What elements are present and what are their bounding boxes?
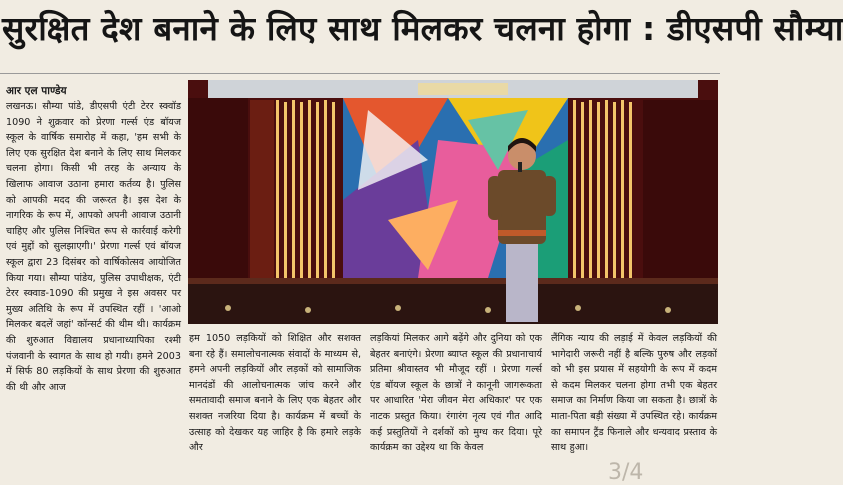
byline: आर एल पाण्डेय (6, 85, 67, 97)
stage-photo (188, 80, 718, 324)
paragraph: हम 1050 लड़कियों को शिक्षित और सशक्त बना रहे हैं। समालोचनात्मक संवादों के माध्यम से, हमने अपनी लड़कियों और लड़कों को सामाजिक मानदंडों की आलोचनात्मक जांच करने और समतावादी समाज बनाने के लिए एक बेहतर और सशक्त नजरिया दिया है। कार्यक्रम में बच्चों के उत्साह को देखकर यह जाहिर है कि हमारे लड़के और (189, 333, 361, 454)
paragraph: लैंगिक न्याय की लड़ाई में केवल लड़कियों की भागेदारी जरूरी नहीं है बल्कि पुरुष और लड़कों को भी इस प्रयास में सहयोगी के रूप में कदम से कदम मिलकर चलना होगा तभी एक बेहतर समाज का निर्माण किया जा सकता है। छात्रों के माता-पिता बड़ी संख्या में उपस्थित रहे। कार्यक्रम का समापन ट्रैंड फिनाले और धन्यवाद प्रस्ताव के साथ हुआ। (551, 333, 717, 454)
paragraph: लड़कियां मिलकर आगे बढ़ेंगे और दुनिया को एक बेहतर बनाएंगे। प्रेरणा ब्याप्त स्कूल की प्रधानाचार्य प्रतिमा श्रीवास्तव भी मौजूद रहीं । प्रेरणा गर्ल्स एंड बॉयज स्कूल के छात्रों ने कानूनी जागरूकता पर आधारित 'मेरा जीवन मेरा अधिकार' पर एक नाटक प्रस्तुत किया। रंगारंग नृत्य एवं गीत आदि कई प्रस्तुतियों ने दर्शकों को मुग्ध कर दिया। पूरे कार्यक्रम का उद्देश्य था कि केवल (370, 333, 542, 454)
article-column-3 (370, 331, 542, 456)
divider (0, 73, 720, 74)
article-column-4 (551, 331, 717, 456)
headline: सुरक्षित देश बनाने के लिए साथ मिलकर चलना होगा : डीएसपी सौम्या (2, 9, 843, 48)
paragraph: लखनऊ। सौम्या पांडे, डीएसपी एंटी टेरर स्क्वॉड 1090 ने शुक्रवार को प्रेरणा गर्ल्स एंड बॉयज स्कूल के वार्षिक समारोह में कहा, 'हम सभी के लिए एक सुरक्षित देश बनाने के लिए साथ मिलकर चलना होगा। किसी भी तरह के अन्याय के खिलाफ आवाज उठाना हमारा कर्तव्य है। पुलिस को आपकी मदद की जरूरत है। इस देश के नागरिक के रूप में, आपको अपनी आवाज उठानी चाहिए और पुलिस निश्चित रूप से कार्रवाई करेगी एवं मुद्दों को सुलझाएगी।' प्रेरणा गर्ल्स एवं बॉयज स्कूल द्वारा 23 दिसंबर को वार्षिकोत्सव आयोजित किया गया। सौम्या पांडेय, पुलिस उपाधीक्षक, एंटी टेरर स्क्वाड-1090 की प्रमुख ने इस अवसर पर मुख्य अतिथि के रूप में उपस्थित रहीं । 'आओ मिलकर बदलें जहां' कॉन्सर्ट की थीम थी। कार्यक्रम की शुरुआत विद्यालय प्रधानाध्यापिका रश्मी पंजवानी के स्वागत के साथ हो गयी। हमने 2003 में सिर्फ 80 लड़कियों के साथ प्रेरणा की शुरुआत की थी और आज (6, 101, 181, 393)
stage-photo-icon (188, 80, 718, 324)
article-column-1 (6, 99, 181, 395)
page-number: 3/4 (608, 460, 644, 485)
article-column-2 (189, 331, 361, 456)
